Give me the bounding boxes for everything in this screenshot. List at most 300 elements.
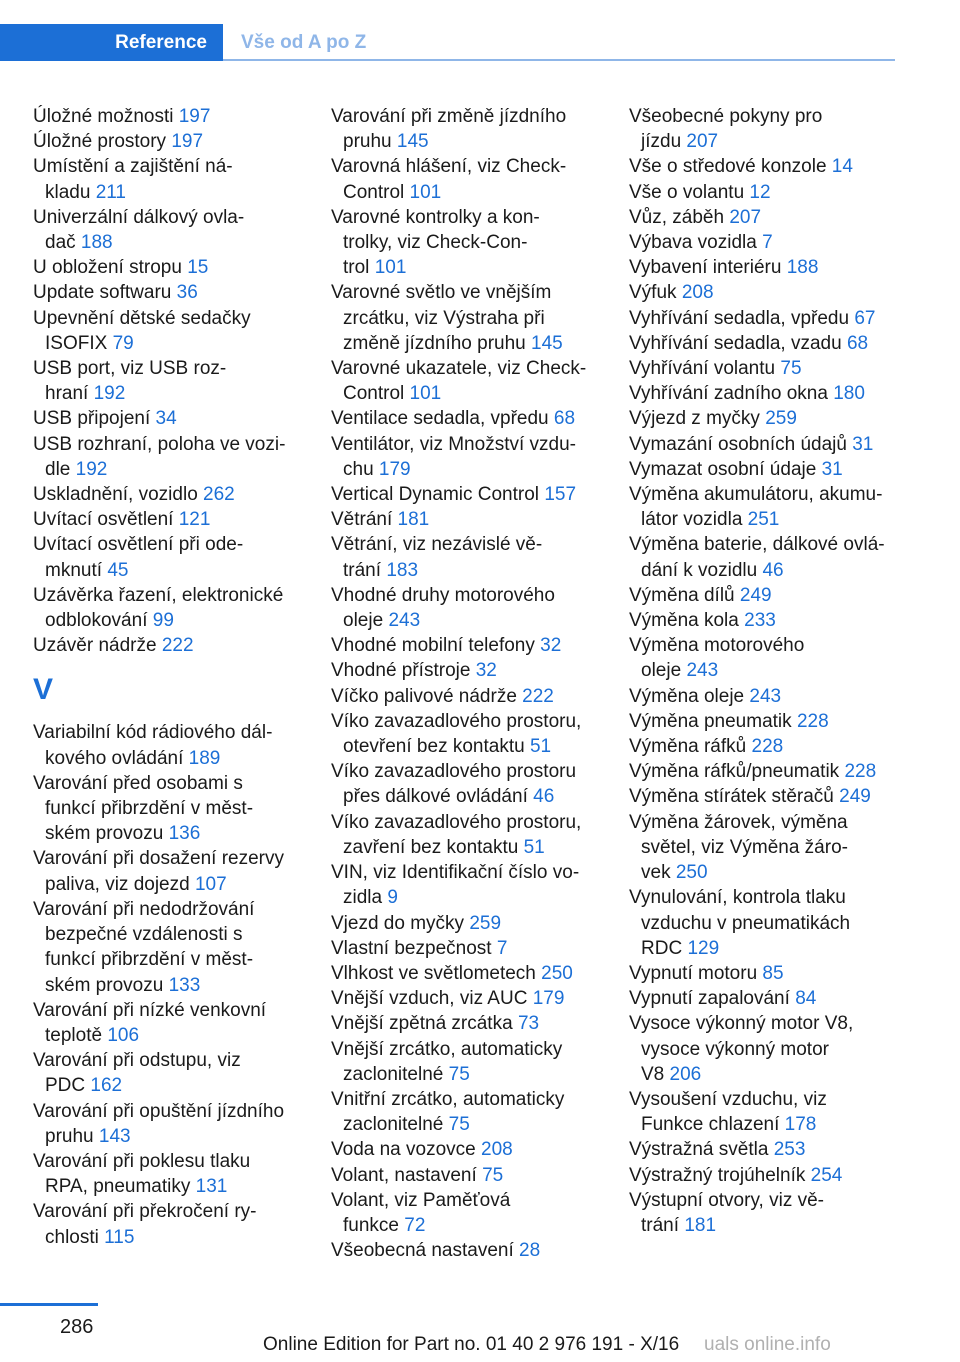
index-entry[interactable] [33, 583, 303, 633]
entry-text: Vyhřívání zadního okna [629, 383, 828, 405]
entry-text: chu [343, 458, 374, 480]
page-link[interactable]: 179 [532, 988, 565, 1010]
entry-text: Control [343, 383, 405, 405]
index-entry[interactable] [331, 1087, 601, 1137]
entry-text: ISOFIX [45, 332, 108, 354]
index-entry[interactable] [33, 482, 303, 507]
entry-text: Vyhřívání sedadla, vpředu [629, 307, 850, 329]
page-link[interactable]: 197 [178, 106, 211, 127]
entry-text: Větrání [331, 509, 393, 531]
entry-text: Ventilace sedadla, vpředu [331, 408, 549, 430]
index-entry[interactable] [331, 633, 601, 658]
page-link[interactable]: 75 [448, 1114, 470, 1136]
page-link[interactable]: 249 [739, 584, 772, 606]
entry-text: Výměna baterie, dálkové ovlá- [629, 534, 885, 556]
page-link[interactable]: 189 [188, 747, 221, 769]
page-link[interactable]: 249 [839, 786, 871, 808]
entry-text: Varování při poklesu tlaku [33, 1150, 251, 1172]
entry-text: Všeobecná nastavení [331, 1240, 514, 1262]
entry-text: světel, viz Výměna žáro- [641, 836, 848, 858]
entry-text: dač [45, 232, 76, 254]
index-entry[interactable] [629, 961, 899, 986]
page-link[interactable]: 243 [749, 685, 782, 707]
index-entry[interactable] [33, 720, 303, 770]
entry-text: Vynulování, kontrola tlaku [629, 887, 846, 909]
entry-text: Varování při překročení ry- [33, 1201, 257, 1223]
page-link[interactable]: 99 [152, 610, 174, 632]
entry-text: Víko zavazadlového prostoru, [331, 710, 582, 732]
entry-text: trolky, viz Check-Con- [343, 232, 528, 254]
header-rule [223, 59, 895, 61]
index-entry[interactable] [629, 230, 899, 255]
entry-text: Výstražná světla [629, 1139, 769, 1161]
index-entry[interactable] [629, 306, 899, 331]
page-link[interactable]: 192 [93, 383, 126, 405]
index-entry[interactable] [629, 154, 899, 179]
index-entry[interactable] [33, 154, 303, 204]
entry-text: Výměna pneumatik [629, 710, 792, 732]
entry-text: Všeobecné pokyny pro [629, 106, 823, 127]
index-entry[interactable] [629, 583, 899, 608]
page-link[interactable]: 101 [374, 257, 407, 279]
index-entry[interactable] [331, 406, 601, 431]
entry-text: Výbava vozidla [629, 232, 757, 254]
index-entry[interactable] [629, 1188, 899, 1238]
page-link[interactable]: 250 [541, 962, 573, 984]
index-entry[interactable] [629, 356, 899, 381]
page-link[interactable]: 72 [404, 1214, 426, 1236]
index-entry[interactable] [33, 1149, 303, 1199]
index-entry[interactable] [629, 280, 899, 305]
page-link[interactable]: 192 [75, 458, 108, 480]
entry-text: Varovné ukazatele, viz Check- [331, 358, 587, 380]
entry-text: Vlastní bezpečnost [331, 937, 492, 959]
tab-a-to-z[interactable]: Vše od A po Z [241, 31, 367, 53]
page-link[interactable]: 183 [386, 559, 419, 581]
entry-text: Výměna žárovek, výměna [629, 811, 848, 833]
page-link[interactable]: 228 [844, 761, 877, 783]
entry-text: Vše o volantu [629, 181, 745, 203]
page-link[interactable]: 133 [168, 974, 201, 996]
entry-text: Výměna oleje [629, 685, 745, 707]
page-link[interactable]: 162 [90, 1075, 123, 1097]
entry-text: Víko zavazadlového prostoru [331, 761, 577, 783]
page-link[interactable]: 233 [744, 610, 776, 632]
index-entry[interactable] [331, 860, 601, 910]
index-entry[interactable] [331, 1037, 601, 1087]
entry-text: Úložné možnosti [33, 106, 174, 127]
entry-text: vzduchu v pneumatikách [641, 912, 851, 934]
page-link[interactable]: 251 [747, 509, 780, 531]
page-link[interactable]: 259 [469, 912, 502, 934]
page-link[interactable]: 51 [523, 836, 545, 858]
index-entry[interactable] [33, 306, 303, 356]
index-entry[interactable] [33, 771, 303, 847]
index-entry[interactable] [33, 897, 303, 998]
page-link[interactable]: 14 [831, 156, 853, 178]
page-link[interactable]: 222 [522, 685, 554, 707]
entry-text: dle [45, 458, 71, 480]
index-entry[interactable] [33, 507, 303, 532]
entry-text: Výměna ráfků [629, 736, 747, 758]
index-entry[interactable] [331, 961, 601, 986]
index-entry[interactable] [629, 709, 899, 734]
entry-text: zaclonitelné [343, 1063, 444, 1085]
page-link[interactable]: 208 [481, 1139, 513, 1161]
page-link[interactable]: 208 [681, 282, 714, 304]
entry-text: VIN, viz Identifikační číslo vo- [331, 862, 580, 884]
entry-text: V8 [641, 1063, 665, 1085]
entry-text: látor vozidla [641, 509, 743, 531]
entry-text: Volant, nastavení [331, 1164, 477, 1186]
index-entry[interactable] [629, 406, 899, 431]
index-entry[interactable] [331, 532, 601, 582]
page-link[interactable]: 68 [553, 408, 576, 430]
index-entry[interactable] [33, 280, 303, 305]
entry-text: Varování při nedodržování [33, 898, 255, 920]
page-link[interactable]: 32 [540, 635, 562, 657]
index-entry[interactable] [629, 1137, 899, 1162]
entry-text: Vysoce výkonný motor V8, [629, 1013, 854, 1035]
entry-text: Vysoušení vzduchu, viz [629, 1088, 827, 1110]
page-link[interactable]: 262 [203, 484, 235, 506]
entry-text: Variabilní kód rádiového dál- [33, 722, 273, 744]
entry-text: Vnější zrcátko, automaticky [331, 1038, 563, 1060]
page-link[interactable]: 254 [810, 1164, 843, 1186]
index-entry[interactable] [331, 709, 601, 759]
entry-text: RDC [641, 937, 683, 959]
entry-text: Upevnění dětské sedačky [33, 307, 251, 329]
entry-text: Funkce chlazení [641, 1114, 780, 1136]
entry-text: USB rozhraní, poloha ve vozi- [33, 433, 286, 455]
page-link[interactable]: 32 [475, 660, 497, 682]
entry-text: zidla [343, 887, 383, 909]
entry-text: zavření bez kontaktu [343, 836, 519, 858]
page-link[interactable]: 7 [762, 232, 773, 254]
entry-text: Varovné kontrolky a kon- [331, 206, 540, 228]
entry-text: trol [343, 257, 370, 279]
entry-text: chlosti [45, 1226, 99, 1248]
entry-text: Voda na vozovce [331, 1139, 476, 1161]
index-entry[interactable] [33, 205, 303, 255]
page-link[interactable]: 206 [669, 1063, 702, 1085]
index-entry[interactable] [331, 759, 601, 809]
entry-text: Výměna stírátek stěračů [629, 786, 834, 808]
entry-text: Vhodné přístroje [331, 660, 471, 682]
index-entry[interactable] [331, 658, 601, 683]
page-link[interactable]: 73 [517, 1013, 540, 1035]
index-entry[interactable] [331, 986, 601, 1011]
entry-text: trání [641, 1214, 680, 1236]
index-entry[interactable] [629, 885, 899, 961]
page-link[interactable]: 7 [496, 937, 508, 959]
index-entry[interactable] [629, 255, 899, 280]
page-link[interactable]: 28 [519, 1240, 541, 1262]
page-link[interactable]: 75 [482, 1164, 504, 1186]
page-link[interactable]: 259 [765, 408, 797, 430]
index-entry[interactable] [33, 532, 303, 582]
page-link[interactable]: 180 [833, 383, 865, 405]
entry-text: Varování při nízké venkovní [33, 999, 267, 1021]
entry-text: Volant, viz Paměťová [331, 1189, 511, 1211]
entry-text: Uzávěr nádrže [33, 635, 157, 657]
entry-text: Ventilátor, viz Množství vzdu- [331, 433, 576, 455]
entry-text: Vypnutí motoru [629, 962, 758, 984]
index-entry[interactable] [331, 482, 601, 507]
index-entry[interactable] [331, 1238, 601, 1263]
page-link[interactable]: 9 [387, 887, 398, 909]
entry-text: PDC [45, 1075, 86, 1097]
page-link[interactable]: 34 [155, 408, 177, 430]
index-entry[interactable] [331, 432, 601, 482]
entry-text: otevření bez kontaktu [343, 736, 525, 758]
entry-text: Vjezd do myčky [331, 912, 465, 934]
entry-text: Varování při dosažení rezervy [33, 848, 284, 870]
entry-text: funkcí přibrzdění v měst- [45, 949, 254, 971]
entry-text: Vše o středové konzole [629, 156, 827, 178]
entry-text: Varování při odstupu, viz [33, 1050, 241, 1072]
index-entry[interactable] [629, 684, 899, 709]
entry-text: vek [641, 862, 671, 884]
index-entry[interactable] [33, 129, 303, 154]
index-entry[interactable] [331, 1163, 601, 1188]
index-entry[interactable] [331, 154, 601, 204]
page-link[interactable]: 67 [854, 307, 876, 329]
watermark: uals online.info [704, 1334, 831, 1355]
index-entry[interactable] [629, 759, 899, 784]
index-entry[interactable] [629, 633, 899, 683]
index-entry[interactable] [33, 998, 303, 1048]
index-entry[interactable] [331, 1011, 601, 1036]
page-header [0, 24, 895, 61]
index-entry[interactable] [629, 1087, 899, 1137]
entry-text: oleje [641, 660, 682, 682]
entry-text: Vhodné mobilní telefony [331, 635, 535, 657]
index-entry[interactable] [331, 810, 601, 860]
index-entry[interactable] [629, 482, 899, 532]
page-link[interactable]: 228 [751, 736, 784, 758]
entry-text: Umístění a zajištění ná- [33, 156, 233, 178]
index-entry[interactable] [331, 911, 601, 936]
index-column-1 [33, 104, 303, 1250]
page-link[interactable]: 46 [533, 786, 555, 808]
page-link[interactable]: 121 [178, 509, 211, 531]
entry-text: Vyhřívání volantu [629, 358, 776, 380]
entry-text: Vertical Dynamic Control [331, 484, 540, 506]
index-entry[interactable] [33, 1199, 303, 1249]
index-column-2 [331, 104, 601, 1263]
entry-text: oleje [343, 610, 384, 632]
index-entry[interactable] [629, 608, 899, 633]
entry-text: ském provozu [45, 974, 164, 996]
index-entry[interactable] [629, 205, 899, 230]
entry-text: funkcí přibrzdění v měst- [45, 798, 254, 820]
page-link[interactable]: 207 [686, 131, 719, 153]
index-entry[interactable] [629, 1011, 899, 1087]
index-entry[interactable] [629, 432, 899, 457]
entry-text: mknutí [45, 559, 103, 581]
entry-text: Výměna motorového [629, 635, 805, 657]
entry-text: Uvítací osvětlení [33, 509, 174, 531]
index-entry[interactable] [331, 1188, 601, 1238]
entry-text: Vypnutí zapalování [629, 988, 790, 1010]
entry-text: Výměna ráfků/pneumatik [629, 761, 840, 783]
entry-text: USB port, viz USB roz- [33, 358, 227, 380]
entry-text: kového ovládání [45, 747, 184, 769]
entry-text: hraní [45, 383, 89, 405]
index-entry[interactable] [629, 986, 899, 1011]
page-link[interactable]: 31 [852, 433, 874, 455]
page-link[interactable]: 181 [684, 1214, 717, 1236]
entry-text: Výfuk [629, 282, 677, 304]
entry-text: Uskladnění, vozidlo [33, 484, 198, 506]
index-entry[interactable] [331, 936, 601, 961]
page-link[interactable]: 136 [168, 823, 201, 845]
index-entry[interactable] [331, 583, 601, 633]
entry-text: dání k vozidlu [641, 559, 758, 581]
page-link[interactable]: 243 [388, 610, 421, 632]
entry-text: Control [343, 181, 405, 203]
page-link[interactable]: 75 [448, 1063, 470, 1085]
index-entry[interactable] [33, 1048, 303, 1098]
page-link[interactable]: 188 [786, 257, 819, 279]
entry-text: Výjezd z myčky [629, 408, 760, 430]
page-link[interactable]: 101 [409, 383, 442, 405]
index-entry[interactable] [331, 507, 601, 532]
entry-text: Víčko palivové nádrže [331, 685, 517, 707]
index-column-3 [629, 104, 899, 1238]
index-entry[interactable] [331, 280, 601, 356]
index-entry[interactable] [33, 633, 303, 658]
page-link[interactable]: 106 [107, 1024, 140, 1046]
page-link[interactable]: 85 [762, 962, 784, 984]
index-entry[interactable] [331, 1137, 601, 1162]
index-entry[interactable] [33, 406, 303, 431]
page-link[interactable]: 157 [544, 484, 577, 506]
page-link[interactable]: 143 [98, 1125, 131, 1147]
index-entry[interactable] [629, 532, 899, 582]
index-entry[interactable] [33, 432, 303, 482]
entry-text: Varování při změně jízdního [331, 106, 567, 127]
page-link[interactable]: 101 [409, 181, 442, 203]
index-entry[interactable] [331, 684, 601, 709]
page-link[interactable]: 31 [821, 458, 843, 480]
entry-text: funkce [343, 1214, 399, 1236]
page-link[interactable]: 131 [195, 1176, 228, 1198]
index-entry[interactable] [33, 1099, 303, 1149]
page-link[interactable]: 250 [675, 862, 708, 884]
page-link[interactable]: 84 [795, 988, 817, 1010]
index-entry[interactable] [629, 457, 899, 482]
entry-text: teplotě [45, 1024, 103, 1046]
page-link[interactable]: 51 [529, 736, 552, 758]
index-entry[interactable] [629, 104, 899, 154]
index-entry[interactable] [629, 331, 899, 356]
entry-text: Varovné světlo ve vnějším [331, 282, 552, 304]
page-number: 286 [60, 1316, 94, 1338]
index-entry[interactable] [629, 734, 899, 759]
entry-text: Větrání, viz nezávislé vě- [331, 534, 543, 556]
page-link[interactable]: 36 [176, 282, 198, 304]
entry-text: trání [343, 559, 382, 581]
entry-text: Víko zavazadlového prostoru, [331, 811, 582, 833]
index-entry[interactable] [33, 356, 303, 406]
entry-text: Vnější vzduch, viz AUC [331, 988, 528, 1010]
entry-text: pruhu [343, 131, 392, 153]
index-entry[interactable] [33, 846, 303, 896]
entry-text: Uvítací osvětlení při ode- [33, 534, 244, 556]
entry-text: Úložné prostory [33, 131, 167, 153]
footer-rule [0, 1303, 98, 1306]
entry-text: U obložení stropu [33, 257, 182, 279]
page-link[interactable]: 188 [80, 232, 113, 254]
entry-text: odblokování [45, 610, 148, 632]
page-link[interactable]: 75 [780, 358, 802, 380]
index-entry[interactable] [33, 255, 303, 280]
entry-text: Varování před osobami s [33, 772, 243, 794]
entry-text: Vyhřívání sedadla, vzadu [629, 332, 842, 354]
page-link[interactable]: 222 [161, 635, 194, 657]
entry-text: přes dálkové ovládání [343, 786, 528, 808]
page-link[interactable]: 68 [846, 332, 869, 354]
section-letter: V [33, 673, 54, 707]
page-link[interactable]: 211 [95, 181, 126, 203]
page-link[interactable]: 145 [531, 332, 563, 354]
index-entry[interactable] [331, 356, 601, 406]
page-link[interactable]: 145 [396, 131, 429, 153]
entry-text: Update softwaru [33, 282, 172, 304]
page-link[interactable]: 207 [729, 206, 762, 228]
index-entry[interactable] [629, 381, 899, 406]
index-entry[interactable] [629, 784, 899, 809]
page-link[interactable]: 179 [378, 458, 411, 480]
entry-text: Vhodné druhy motorového [331, 584, 555, 606]
tab-reference[interactable]: Reference [0, 24, 223, 61]
page-link[interactable]: 178 [784, 1114, 817, 1136]
page-link[interactable]: 129 [687, 937, 720, 959]
index-entry[interactable] [331, 205, 601, 281]
entry-text: vysoce výkonný motor [641, 1038, 829, 1060]
page-link[interactable]: 12 [749, 181, 771, 203]
page-link[interactable]: 46 [762, 559, 784, 581]
page-link[interactable]: 181 [397, 509, 430, 531]
page-link[interactable]: 15 [187, 257, 209, 279]
page-link[interactable]: 197 [171, 131, 204, 153]
entry-text: Vymazání osobních údajů [629, 433, 847, 455]
index-entry[interactable] [629, 180, 899, 205]
entry-text: ském provozu [45, 823, 164, 845]
index-entry[interactable] [629, 810, 899, 886]
page-link[interactable]: 243 [686, 660, 719, 682]
page-link[interactable]: 79 [112, 332, 134, 354]
entry-text: bezpečné vzdálenosti s [45, 924, 243, 946]
entry-text: Vybavení interiéru [629, 257, 782, 279]
entry-text: Výstražný trojúhelník [629, 1164, 806, 1186]
page-link[interactable]: 253 [773, 1139, 806, 1161]
entry-text: Výstupní otvory, viz vě- [629, 1189, 824, 1211]
index-entry[interactable] [331, 104, 601, 154]
page-link[interactable]: 107 [194, 873, 227, 895]
entry-text: Výměna dílů [629, 584, 735, 606]
entry-text: RPA, pneumatiky [45, 1176, 191, 1198]
index-entry[interactable] [629, 1163, 899, 1188]
page-link[interactable]: 228 [796, 710, 829, 732]
page-link[interactable]: 45 [107, 559, 129, 581]
entry-text: Výměna akumulátoru, akumu- [629, 484, 883, 506]
page-link[interactable]: 115 [104, 1226, 135, 1248]
entry-text: kladu [45, 181, 91, 203]
index-entry[interactable] [33, 104, 303, 129]
